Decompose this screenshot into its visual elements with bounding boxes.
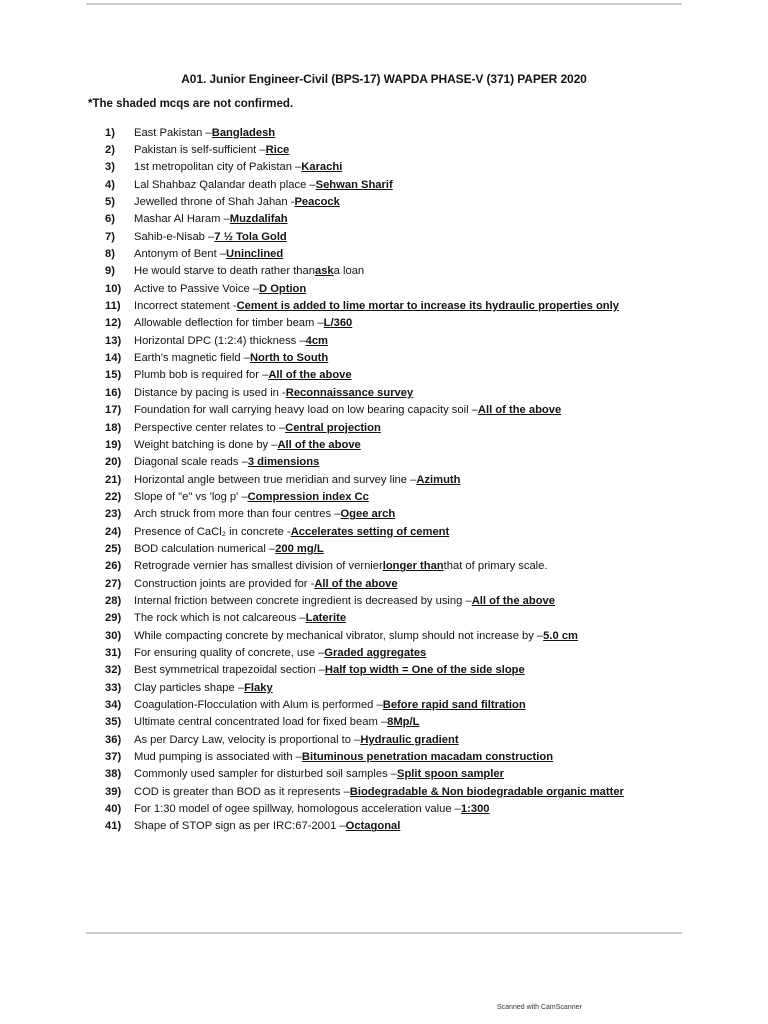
item-number: 15) xyxy=(105,369,122,382)
item-number: 2) xyxy=(105,144,115,157)
item-number: 13) xyxy=(105,334,122,347)
top-divider xyxy=(86,3,682,5)
item-number: 36) xyxy=(105,733,122,746)
question-text: Ultimate central concentrated load for fixed beam – xyxy=(134,716,388,729)
item-number: 40) xyxy=(105,803,122,816)
answer-text: All of the above xyxy=(314,577,398,590)
list-item xyxy=(105,193,705,210)
question-text: The rock which is not calcareous – xyxy=(134,612,306,625)
answer-text: Bituminous penetration macadam construction xyxy=(301,751,554,764)
answer-text: 8Mp/L xyxy=(387,716,420,729)
answer-text: Bangladesh xyxy=(211,126,276,139)
question-text: Mud pumping is associated with – xyxy=(134,751,302,764)
list-item xyxy=(105,176,705,193)
list-item xyxy=(105,454,705,471)
list-item xyxy=(105,349,705,366)
list-item xyxy=(105,245,705,262)
question-text: Horizontal DPC (1:2:4) thickness – xyxy=(134,334,306,347)
answer-text: 4cm xyxy=(305,334,329,347)
question-text: Arch struck from more than four centres – xyxy=(134,508,341,521)
question-text: Plumb bob is required for – xyxy=(134,369,269,382)
answer-text: Half top width = One of the side slope xyxy=(324,664,525,677)
answer-text: Octagonal xyxy=(345,820,401,833)
question-text-tail: a loan xyxy=(333,265,365,278)
list-item xyxy=(105,436,705,453)
item-number: 38) xyxy=(105,768,122,781)
answer-text: longer than xyxy=(382,560,444,573)
answer-text: Peacock xyxy=(294,196,340,209)
list-item xyxy=(105,124,705,141)
question-text: Perspective center relates to – xyxy=(134,421,286,434)
question-text: Horizontal angle between true meridian and survey line – xyxy=(134,473,417,486)
item-number: 33) xyxy=(105,681,122,694)
answer-text: Accelerates setting of cement xyxy=(290,525,450,538)
list-item xyxy=(105,384,705,401)
item-number: 14) xyxy=(105,352,122,365)
question-text: COD is greater than BOD as it represents – xyxy=(134,785,350,798)
question-text: While compacting concrete by mechanical vibrator, slump should not increase by – xyxy=(134,629,544,642)
answer-text: Laterite xyxy=(305,612,347,625)
item-number: 30) xyxy=(105,629,122,642)
list-item xyxy=(105,506,705,523)
question-text: Weight batching is done by – xyxy=(134,438,278,451)
answer-text: 1:300 xyxy=(460,803,490,816)
question-text: For ensuring quality of concrete, use – xyxy=(134,646,325,659)
item-number: 20) xyxy=(105,456,122,469)
answer-text: Before rapid sand filtration xyxy=(382,699,526,712)
item-number: 11) xyxy=(105,300,121,313)
answer-text: Graded aggregates xyxy=(324,646,427,659)
question-text: 1st metropolitan city of Pakistan – xyxy=(134,161,302,174)
question-text: Earth's magnetic field – xyxy=(134,352,250,365)
answer-text: Biodegradable & Non biodegradable organic matter xyxy=(349,785,624,798)
item-number: 10) xyxy=(105,282,122,295)
question-text: Mashar Al Haram – xyxy=(134,213,230,226)
list-item xyxy=(105,679,705,696)
list-item xyxy=(105,714,705,731)
list-item xyxy=(105,523,705,540)
answer-text: 5.0 cm xyxy=(543,629,579,642)
question-text: Antonym of Bent – xyxy=(134,248,227,261)
question-text: Internal friction between concrete ingredient is decreased by using – xyxy=(134,594,472,607)
answer-text: All of the above xyxy=(471,594,555,607)
list-item xyxy=(105,558,705,575)
list-item xyxy=(105,662,705,679)
question-text: Foundation for wall carrying heavy load on low bearing capacity soil – xyxy=(134,404,478,417)
item-number: 28) xyxy=(105,594,122,607)
item-number: 26) xyxy=(105,560,122,573)
list-item xyxy=(105,332,705,349)
question-text: He would starve to death rather than xyxy=(134,265,315,278)
answer-text: Ogee arch xyxy=(340,508,396,521)
item-number: 8) xyxy=(105,248,115,261)
list-item xyxy=(105,419,705,436)
answer-text: All of the above xyxy=(268,369,352,382)
answer-text: All of the above xyxy=(477,404,562,417)
list-item xyxy=(105,488,705,505)
answer-text: 200 mg/L xyxy=(275,542,324,555)
item-number: 6) xyxy=(105,213,115,226)
question-text-tail: that of primary scale. xyxy=(443,560,548,573)
item-number: 19) xyxy=(105,438,122,451)
list-item xyxy=(105,575,705,592)
item-number: 18) xyxy=(105,421,122,434)
item-number: 9) xyxy=(105,265,115,278)
list-item xyxy=(105,367,705,384)
question-text: Best symmetrical trapezoidal section – xyxy=(134,664,325,677)
list-item xyxy=(105,471,705,488)
item-number: 1) xyxy=(105,126,115,139)
item-number: 37) xyxy=(105,751,122,764)
answer-text: Cement is added to lime mortar to increase its hydraulic properties only xyxy=(236,300,619,313)
shaded-note: *The shaded mcqs are not confirmed. xyxy=(88,98,294,110)
item-number: 3) xyxy=(105,161,115,174)
item-number: 7) xyxy=(105,230,115,243)
list-item xyxy=(105,610,705,627)
answer-text: D Option xyxy=(259,282,307,295)
list-item xyxy=(105,644,705,661)
item-number: 27) xyxy=(105,577,122,590)
answer-text: Split spoon sampler xyxy=(397,768,504,781)
answer-text: Hydraulic gradient xyxy=(360,733,459,746)
question-text: Pakistan is self-sufficient – xyxy=(134,144,266,157)
list-item xyxy=(105,297,705,314)
answer-text: 7 ½ Tola Gold xyxy=(214,230,287,243)
list-item xyxy=(105,800,705,817)
question-text: Active to Passive Voice – xyxy=(134,282,259,295)
question-text: BOD calculation numerical – xyxy=(134,542,276,555)
question-text: East Pakistan – xyxy=(134,126,212,139)
item-number: 12) xyxy=(105,317,122,330)
answer-text: 3 dimensions xyxy=(247,456,320,469)
list-item xyxy=(105,159,705,176)
list-item xyxy=(105,263,705,280)
question-text: Coagulation-Flocculation with Alum is performed – xyxy=(134,699,383,712)
question-text: As per Darcy Law, velocity is proportional to – xyxy=(134,733,361,746)
question-text: Diagonal scale reads – xyxy=(134,456,248,469)
answer-text: Compression index Cc xyxy=(247,490,369,503)
item-number: 5) xyxy=(105,196,115,209)
item-number: 25) xyxy=(105,542,122,555)
answer-text: All of the above xyxy=(277,438,361,451)
question-text: Sahib-e-Nisab – xyxy=(134,230,215,243)
question-text: Slope of "e" vs 'log p' – xyxy=(134,490,248,503)
answer-text: Flaky xyxy=(244,681,273,694)
item-number: 21) xyxy=(105,473,122,486)
answer-text: ask xyxy=(314,265,334,278)
item-number: 31) xyxy=(105,646,122,659)
question-text: Distance by pacing is used in - xyxy=(134,386,286,399)
question-text: Retrograde vernier has smallest division of vernier xyxy=(134,560,383,573)
list-item xyxy=(105,402,705,419)
question-text: Construction joints are provided for - xyxy=(134,577,315,590)
list-item xyxy=(105,280,705,297)
item-number: 22) xyxy=(105,490,122,503)
item-number: 23) xyxy=(105,508,122,521)
list-item xyxy=(105,766,705,783)
list-item xyxy=(105,592,705,609)
answer-text: Uninclined xyxy=(226,248,284,261)
list-item xyxy=(105,141,705,158)
page-title: A01. Junior Engineer-Civil (BPS-17) WAPDA PHASE-V (371) PAPER 2020 xyxy=(181,72,587,86)
question-text: Presence of CaCl₂ in concrete - xyxy=(134,525,291,538)
answer-text: North to South xyxy=(249,352,329,365)
item-number: 32) xyxy=(105,664,122,677)
answer-text: Sehwan Sharif xyxy=(315,178,393,191)
list-item xyxy=(105,540,705,557)
item-number: 39) xyxy=(105,785,122,798)
bottom-divider xyxy=(86,932,682,934)
answer-text: Karachi xyxy=(301,161,343,174)
item-number: 35) xyxy=(105,716,122,729)
list-item xyxy=(105,228,705,245)
item-number: 29) xyxy=(105,612,122,625)
question-text: Clay particles shape – xyxy=(134,681,245,694)
question-text: For 1:30 model of ogee spillway, homologous acceleration value – xyxy=(134,803,461,816)
answer-text: Rice xyxy=(265,144,290,157)
answer-text: Azimuth xyxy=(416,473,461,486)
question-text: Incorrect statement - xyxy=(134,300,237,313)
list-item xyxy=(105,731,705,748)
item-number: 41) xyxy=(105,820,122,833)
item-number: 24) xyxy=(105,525,122,538)
list-item xyxy=(105,783,705,800)
item-number: 4) xyxy=(105,178,115,191)
question-text: Shape of STOP sign as per IRC:67-2001 – xyxy=(134,820,346,833)
list-item xyxy=(105,696,705,713)
question-text: Jewelled throne of Shah Jahan - xyxy=(134,196,295,209)
mcq-list xyxy=(105,124,705,835)
list-item xyxy=(105,818,705,835)
item-number: 34) xyxy=(105,699,122,712)
list-item xyxy=(105,748,705,765)
question-text: Allowable deflection for timber beam – xyxy=(134,317,324,330)
question-text: Commonly used sampler for disturbed soil samples – xyxy=(134,768,398,781)
answer-text: L/360 xyxy=(323,317,353,330)
list-item xyxy=(105,627,705,644)
scanner-watermark: Scanned with CamScanner xyxy=(497,1004,582,1011)
answer-text: Reconnaissance survey xyxy=(285,386,414,399)
list-item xyxy=(105,315,705,332)
list-item xyxy=(105,211,705,228)
answer-text: Central projection xyxy=(285,421,381,434)
item-number: 17) xyxy=(105,404,122,417)
answer-text: Muzdalifah xyxy=(229,213,288,226)
question-text: Lal Shahbaz Qalandar death place – xyxy=(134,178,316,191)
item-number: 16) xyxy=(105,386,122,399)
